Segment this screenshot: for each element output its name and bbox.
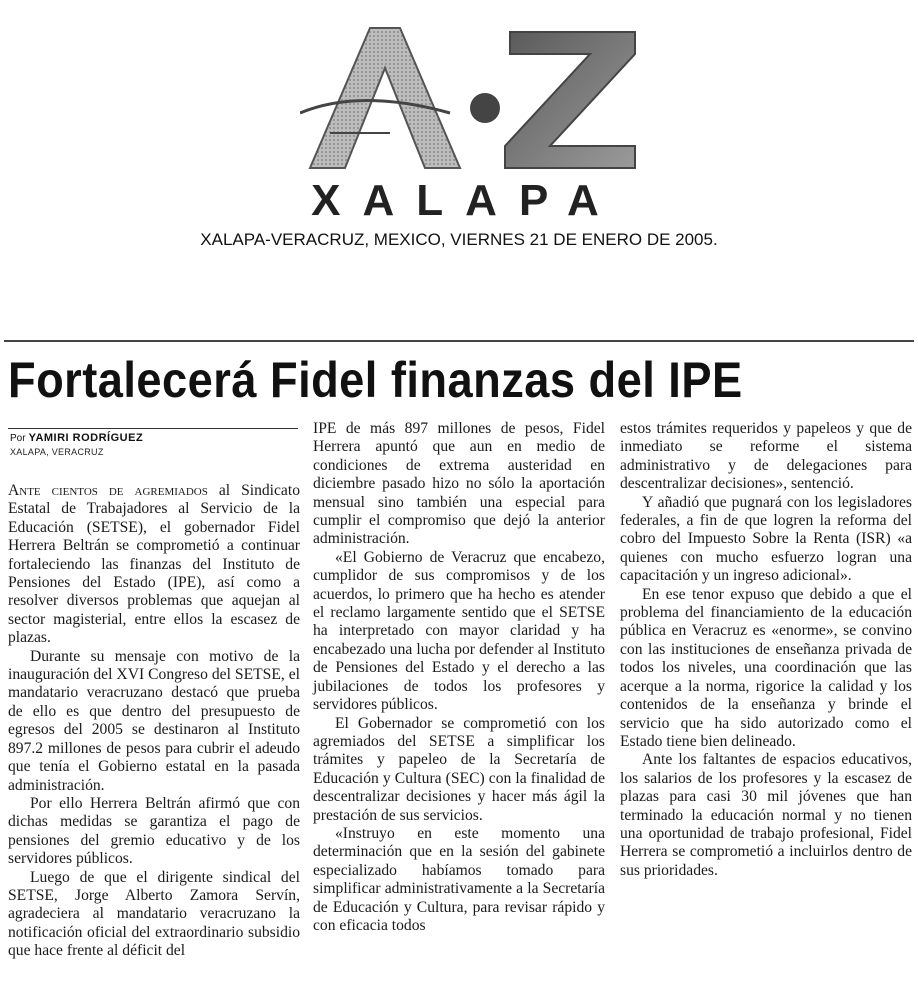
paragraph: «El Gobierno de Veracruz que encabezo, cumplidor de sus compromisos y de los acuerdos, lo primero que ha hecho es atender el reclamo largamente sentido que el SETSE ha interpretado con mayor claridad y ha encabezado una lucha por defender al Instituto de Pensiones del Estado y el derecho a las jubilaciones de todos los profesores y servidores públicos. <box>313 548 605 714</box>
dateline: XALAPA-VERACRUZ, MEXICO, VIERNES 21 DE ENERO DE 2005. <box>200 230 718 249</box>
newspaper-logo <box>300 18 640 178</box>
paragraph: Durante su mensaje con motivo de la inauguración del XVI Congreso del SETSE, el mandatario veracruzano destacó que prueba de ello es que dentro del presupuesto de egresos del 2005 se destinaron al Instituto 897.2 millones de pesos para cubrir el adeudo que tenía el Gobierno estatal en la pasada administración. <box>8 647 300 794</box>
paragraph: IPE de más 897 millones de pesos, Fidel Herrera apuntó que aun en medio de condiciones de extrema austeridad en diciembre pasado hizo no sólo la aportación mensual sino también una especial para cumplir el compromiso que dejó la anterior administración. <box>313 420 605 548</box>
article-column-3 <box>620 420 912 880</box>
byline-prefix: Por <box>10 433 26 444</box>
byline-divider <box>8 428 298 429</box>
masthead-city: XALAPA <box>311 176 621 225</box>
paragraph: Por ello Herrera Beltrán afirmó que con dichas medidas se garantiza el pago de pensiones del gremio educativo y de los servidores públicos. <box>8 794 300 868</box>
masthead-divider <box>4 340 914 342</box>
paragraph: Luego de que el dirigente sindical del SETSE, Jorge Alberto Zamora Servín, agradeciera al mandatario veracruzano la notificación oficial del extraordinario subsidio que hace frente al déficit del <box>8 868 300 960</box>
paragraph: Ante los faltantes de espacios educativos, los salarios de los profesores y la escasez de plazas para casi 30 mil jóvenes que han terminado la educación normal y no tienen una oportunidad de trabajo profesional, Fidel Herrera se comprometió a incluirlos dentro de sus prioridades. <box>620 751 912 879</box>
paragraph: El Gobernador se comprometió con los agremiados del SETSE a simplificar los trámites y papeleo de la Secretaría de Educación y Cultura (SEC) con la finalidad de descentralizar decisiones y hacer más ágil la prestación de sus servicios. <box>313 714 605 824</box>
article-column-2 <box>313 420 605 935</box>
paragraph: Y añadió que pugnará con los legisladores federales, a fin de que logren la reforma del cobro del Impuesto Sobre la Renta (ISR) «a quienes con mucho esfuerzo logran una capacitación y un ingreso adicional». <box>620 493 912 585</box>
byline-author: YAMIRI RODRÍGUEZ <box>28 432 144 444</box>
article-headline: Fortalecerá Fidel finanzas del IPE <box>8 352 743 408</box>
lead-in: Ante cientos de agremiados <box>8 482 208 499</box>
paragraph: estos trámites requeridos y papeleos y que de inmediato se reforme el sistema administrativo y de delegaciones para descentralizar decisiones», sentenció. <box>620 420 912 493</box>
byline <box>10 432 143 444</box>
masthead <box>0 0 918 330</box>
byline-location: XALAPA, VERACRUZ <box>10 447 104 457</box>
paragraph: Ante cientos de agremiados al Sindicato Estatal de Trabajadores al Servicio de la Educación (SETSE), el gobernador Fidel Herrera Beltrán se comprometió a continuar fortaleciendo las finanzas del Instituto de Pensiones del Estado (IPE), así como a resolver diversos problemas que aquejan al sector magisterial, entre ellos la escasez de plazas. <box>8 482 300 647</box>
paragraph: En ese tenor expuso que debido a que el problema del financiamiento de la educación pública en Veracruz es «enorme», se convino con las instituciones de enseñanza privada de todos los niveles, una coordinación que las acerque a la norma, rigorice la calidad y los contenidos de la enseñanza y brinde el servicio que ha sido autorizado como el Estado tiene bien delineado. <box>620 585 912 750</box>
article-column-1 <box>8 482 300 961</box>
paragraph: «Instruyo en este momento una determinación que en la sesión del gabinete especializado habíamos tomado para simplificar administrativamente a la Secretaría de Educación y Cultura, para revisar rápido y con eficacia todos <box>313 824 605 934</box>
